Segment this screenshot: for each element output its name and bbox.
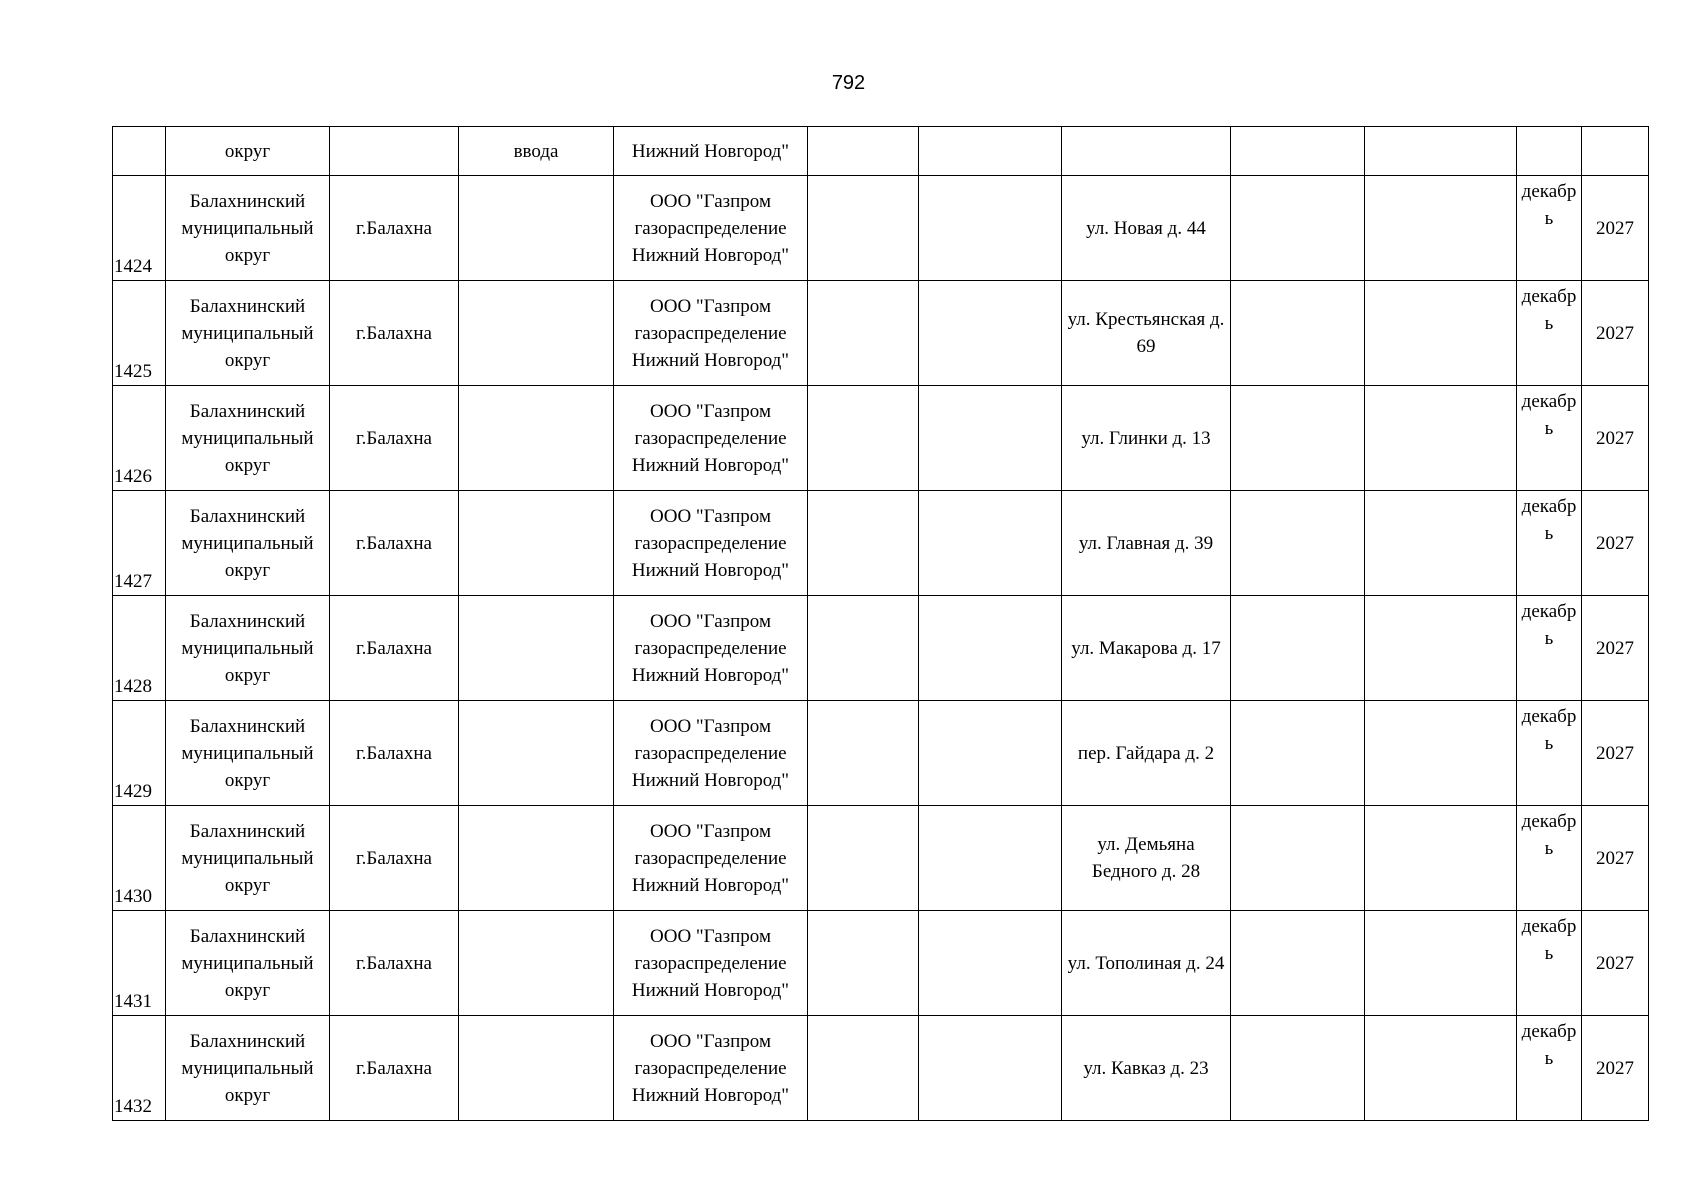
table-row-continued — [113, 127, 1649, 176]
cell-year — [1582, 127, 1649, 176]
cell-num — [113, 127, 166, 176]
cell-month: декабрь — [1517, 281, 1582, 386]
cell-empty — [919, 911, 1062, 1016]
cell-district: Балахнинский муниципальный округ — [166, 1016, 330, 1121]
cell-month — [1517, 127, 1582, 176]
cell-empty — [1365, 911, 1517, 1016]
cell-empty — [808, 127, 919, 176]
cell-input — [459, 701, 614, 806]
cell-empty — [1365, 281, 1517, 386]
cell-year: 2027 — [1582, 596, 1649, 701]
cell-empty — [1231, 1016, 1365, 1121]
cell-city: г.Балахна — [330, 1016, 459, 1121]
table-row — [113, 281, 1649, 386]
cell-empty — [808, 701, 919, 806]
cell-input — [459, 491, 614, 596]
cell-month: декабрь — [1517, 596, 1582, 701]
cell-city: г.Балахна — [330, 701, 459, 806]
cell-empty — [1231, 127, 1365, 176]
table-row — [113, 1016, 1649, 1121]
cell-city: г.Балахна — [330, 281, 459, 386]
cell-empty — [808, 176, 919, 281]
cell-district: Балахнинский муниципальный округ — [166, 911, 330, 1016]
cell-org: Нижний Новгород" — [614, 127, 808, 176]
cell-city — [330, 127, 459, 176]
cell-city: г.Балахна — [330, 806, 459, 911]
cell-num: 1424 — [113, 176, 166, 281]
cell-month: декабрь — [1517, 491, 1582, 596]
cell-org: ООО "Газпром газораспределение Нижний Новгород" — [614, 176, 808, 281]
cell-empty — [919, 127, 1062, 176]
cell-org: ООО "Газпром газораспределение Нижний Новгород" — [614, 491, 808, 596]
cell-month: декабрь — [1517, 176, 1582, 281]
cell-empty — [1231, 176, 1365, 281]
cell-year: 2027 — [1582, 911, 1649, 1016]
cell-address: ул. Макарова д. 17 — [1062, 596, 1231, 701]
cell-empty — [919, 281, 1062, 386]
cell-num: 1431 — [113, 911, 166, 1016]
cell-num: 1427 — [113, 491, 166, 596]
cell-num: 1428 — [113, 596, 166, 701]
table-row — [113, 176, 1649, 281]
cell-year: 2027 — [1582, 176, 1649, 281]
cell-empty — [1231, 806, 1365, 911]
cell-city: г.Балахна — [330, 911, 459, 1016]
cell-org: ООО "Газпром газораспределение Нижний Новгород" — [614, 596, 808, 701]
cell-year: 2027 — [1582, 701, 1649, 806]
cell-empty — [1365, 1016, 1517, 1121]
cell-district: Балахнинский муниципальный округ — [166, 386, 330, 491]
cell-input — [459, 911, 614, 1016]
table-row — [113, 806, 1649, 911]
cell-district: Балахнинский муниципальный округ — [166, 491, 330, 596]
cell-month: декабрь — [1517, 911, 1582, 1016]
cell-org: ООО "Газпром газораспределение Нижний Новгород" — [614, 806, 808, 911]
cell-org: ООО "Газпром газораспределение Нижний Новгород" — [614, 386, 808, 491]
cell-empty — [1365, 701, 1517, 806]
cell-empty — [919, 176, 1062, 281]
cell-district: Балахнинский муниципальный округ — [166, 701, 330, 806]
cell-address: ул. Кавказ д. 23 — [1062, 1016, 1231, 1121]
cell-address — [1062, 127, 1231, 176]
cell-month: декабрь — [1517, 1016, 1582, 1121]
cell-empty — [1365, 491, 1517, 596]
cell-input — [459, 806, 614, 911]
cell-address: ул. Главная д. 39 — [1062, 491, 1231, 596]
table-row — [113, 911, 1649, 1016]
cell-empty — [1231, 386, 1365, 491]
cell-address: ул. Тополиная д. 24 — [1062, 911, 1231, 1016]
cell-empty — [919, 386, 1062, 491]
cell-empty — [808, 386, 919, 491]
cell-year: 2027 — [1582, 386, 1649, 491]
cell-org: ООО "Газпром газораспределение Нижний Новгород" — [614, 281, 808, 386]
cell-num: 1425 — [113, 281, 166, 386]
cell-address: пер. Гайдара д. 2 — [1062, 701, 1231, 806]
cell-district: Балахнинский муниципальный округ — [166, 806, 330, 911]
table-row — [113, 701, 1649, 806]
cell-input: ввода — [459, 127, 614, 176]
cell-empty — [1231, 281, 1365, 386]
cell-input — [459, 1016, 614, 1121]
cell-empty — [808, 281, 919, 386]
table-row — [113, 386, 1649, 491]
cell-city: г.Балахна — [330, 386, 459, 491]
cell-empty — [1231, 596, 1365, 701]
cell-empty — [919, 701, 1062, 806]
cell-empty — [1365, 596, 1517, 701]
cell-year: 2027 — [1582, 491, 1649, 596]
cell-empty — [808, 911, 919, 1016]
table-row — [113, 491, 1649, 596]
cell-empty — [1231, 911, 1365, 1016]
cell-empty — [808, 596, 919, 701]
table-body — [113, 127, 1649, 1121]
cell-empty — [1365, 127, 1517, 176]
document-table — [112, 126, 1649, 1121]
cell-district: Балахнинский муниципальный округ — [166, 281, 330, 386]
cell-org: ООО "Газпром газораспределение Нижний Новгород" — [614, 911, 808, 1016]
cell-empty — [919, 491, 1062, 596]
cell-num: 1430 — [113, 806, 166, 911]
table-row — [113, 596, 1649, 701]
cell-num: 1432 — [113, 1016, 166, 1121]
cell-year: 2027 — [1582, 1016, 1649, 1121]
page-number: 792 — [831, 72, 866, 94]
cell-empty — [1365, 176, 1517, 281]
cell-num: 1426 — [113, 386, 166, 491]
cell-district: округ — [166, 127, 330, 176]
cell-city: г.Балахна — [330, 596, 459, 701]
cell-year: 2027 — [1582, 806, 1649, 911]
cell-empty — [808, 491, 919, 596]
cell-empty — [1231, 701, 1365, 806]
cell-org: ООО "Газпром газораспределение Нижний Новгород" — [614, 701, 808, 806]
cell-empty — [919, 806, 1062, 911]
cell-address: ул. Глинки д. 13 — [1062, 386, 1231, 491]
cell-empty — [1365, 386, 1517, 491]
cell-input — [459, 596, 614, 701]
cell-month: декабрь — [1517, 701, 1582, 806]
cell-org: ООО "Газпром газораспределение Нижний Новгород" — [614, 1016, 808, 1121]
cell-empty — [808, 806, 919, 911]
cell-input — [459, 281, 614, 386]
cell-empty — [808, 1016, 919, 1121]
cell-empty — [919, 596, 1062, 701]
cell-month: декабрь — [1517, 806, 1582, 911]
cell-city: г.Балахна — [330, 176, 459, 281]
cell-city: г.Балахна — [330, 491, 459, 596]
cell-district: Балахнинский муниципальный округ — [166, 176, 330, 281]
cell-month: декабрь — [1517, 386, 1582, 491]
cell-address: ул. Крестьянская д. 69 — [1062, 281, 1231, 386]
cell-year: 2027 — [1582, 281, 1649, 386]
cell-empty — [1231, 491, 1365, 596]
cell-address: ул. Демьяна Бедного д. 28 — [1062, 806, 1231, 911]
cell-num: 1429 — [113, 701, 166, 806]
cell-input — [459, 176, 614, 281]
cell-address: ул. Новая д. 44 — [1062, 176, 1231, 281]
cell-empty — [1365, 806, 1517, 911]
cell-district: Балахнинский муниципальный округ — [166, 596, 330, 701]
cell-input — [459, 386, 614, 491]
cell-empty — [919, 1016, 1062, 1121]
